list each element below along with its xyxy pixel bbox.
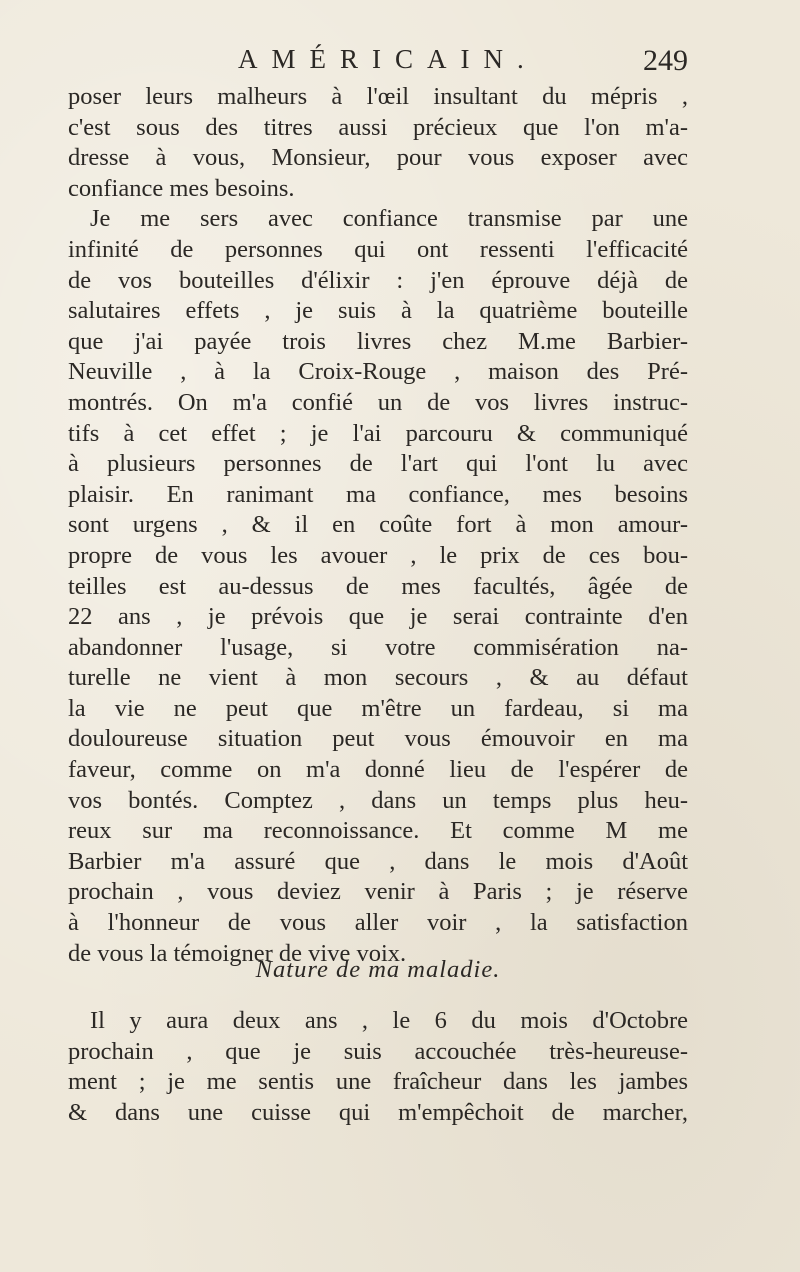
text-line: Il y aura deux ans , le 6 du mois d'Octobre: [90, 1007, 688, 1034]
text-line: turelle ne vient à mon secours , & au défaut: [68, 664, 688, 692]
text-line: Neuville , à la Croix-Rouge , maison des Pré-: [68, 358, 688, 386]
text-line: douloureuse situation peut vous émouvoir en ma: [68, 725, 688, 753]
text-line: prochain , que je suis accouchée très-heureuse-: [68, 1037, 688, 1065]
text-line: Barbier m'a assuré que , dans le mois d'Août: [68, 847, 688, 875]
text-line: teilles est au-dessus de mes facultés, âgée de: [68, 572, 688, 600]
text-line: à l'honneur de vous aller voir , la satisfaction: [68, 909, 688, 937]
text-line: montrés. On m'a confié un de vos livres instruc-: [68, 388, 688, 416]
text-line: Je me sers avec confiance transmise par une: [90, 205, 688, 233]
text-line: ment ; je me sentis une fraîcheur dans les jambes: [68, 1068, 688, 1096]
section-heading: Nature de ma maladie.: [255, 956, 501, 983]
paragraph-2: [68, 204, 688, 969]
text-line: c'est sous des titres aussi précieux que l'on m'a-: [68, 113, 688, 141]
paragraph-3: [68, 1006, 688, 1128]
page-number: 249: [643, 44, 688, 77]
text-line: reux sur ma reconnoissance. Et comme M me: [68, 817, 688, 845]
text-line: prochain , vous deviez venir à Paris ; je réserve: [68, 878, 688, 906]
text-line: faveur, comme on m'a donné lieu de l'espérer de: [68, 756, 688, 784]
text-line: plaisir. En ranimant ma confiance, mes besoins: [68, 480, 688, 508]
text-line: vos bontés. Comptez , dans un temps plus heu-: [68, 786, 688, 814]
paragraph-1: [68, 82, 688, 204]
text-line: abandonner l'usage, si votre commisération na-: [68, 633, 688, 661]
text-line: 22 ans , je prévois que je serai contrainte d'en: [68, 603, 688, 631]
text-line: infinité de personnes qui ont ressenti l'efficacité: [68, 235, 688, 263]
running-head: [68, 44, 688, 84]
text-line: poser leurs malheurs à l'œil insultant du mépris ,: [68, 83, 688, 110]
text-line: & dans une cuisse qui m'empêchoit de marcher,: [68, 1098, 688, 1126]
text-line: sont urgens , & il en coûte fort à mon amour-: [68, 511, 688, 539]
running-title: AMÉRICAIN.: [238, 44, 538, 74]
text-line: tifs à cet effet ; je l'ai parcouru & communiqué: [68, 419, 688, 447]
text-line: salutaires effets , je suis à la quatrième bouteille: [68, 297, 688, 325]
text-line: de vos bouteilles d'élixir : j'en éprouve déjà de: [68, 266, 688, 294]
text-line: à plusieurs personnes de l'art qui l'ont lu avec: [68, 450, 688, 478]
text-line: de vous la témoigner de vive voix.: [68, 939, 407, 967]
text-line: la vie ne peut que m'être un fardeau, si ma: [68, 694, 688, 722]
text-line: dresse à vous, Monsieur, pour vous exposer avec: [68, 144, 688, 172]
text-line: propre de vous les avouer , le prix de ces bou-: [68, 541, 688, 569]
text-line: confiance mes besoins.: [68, 174, 295, 202]
body-text: [68, 82, 688, 969]
text-line: que j'ai payée trois livres chez M.me Barbier-: [68, 327, 688, 355]
